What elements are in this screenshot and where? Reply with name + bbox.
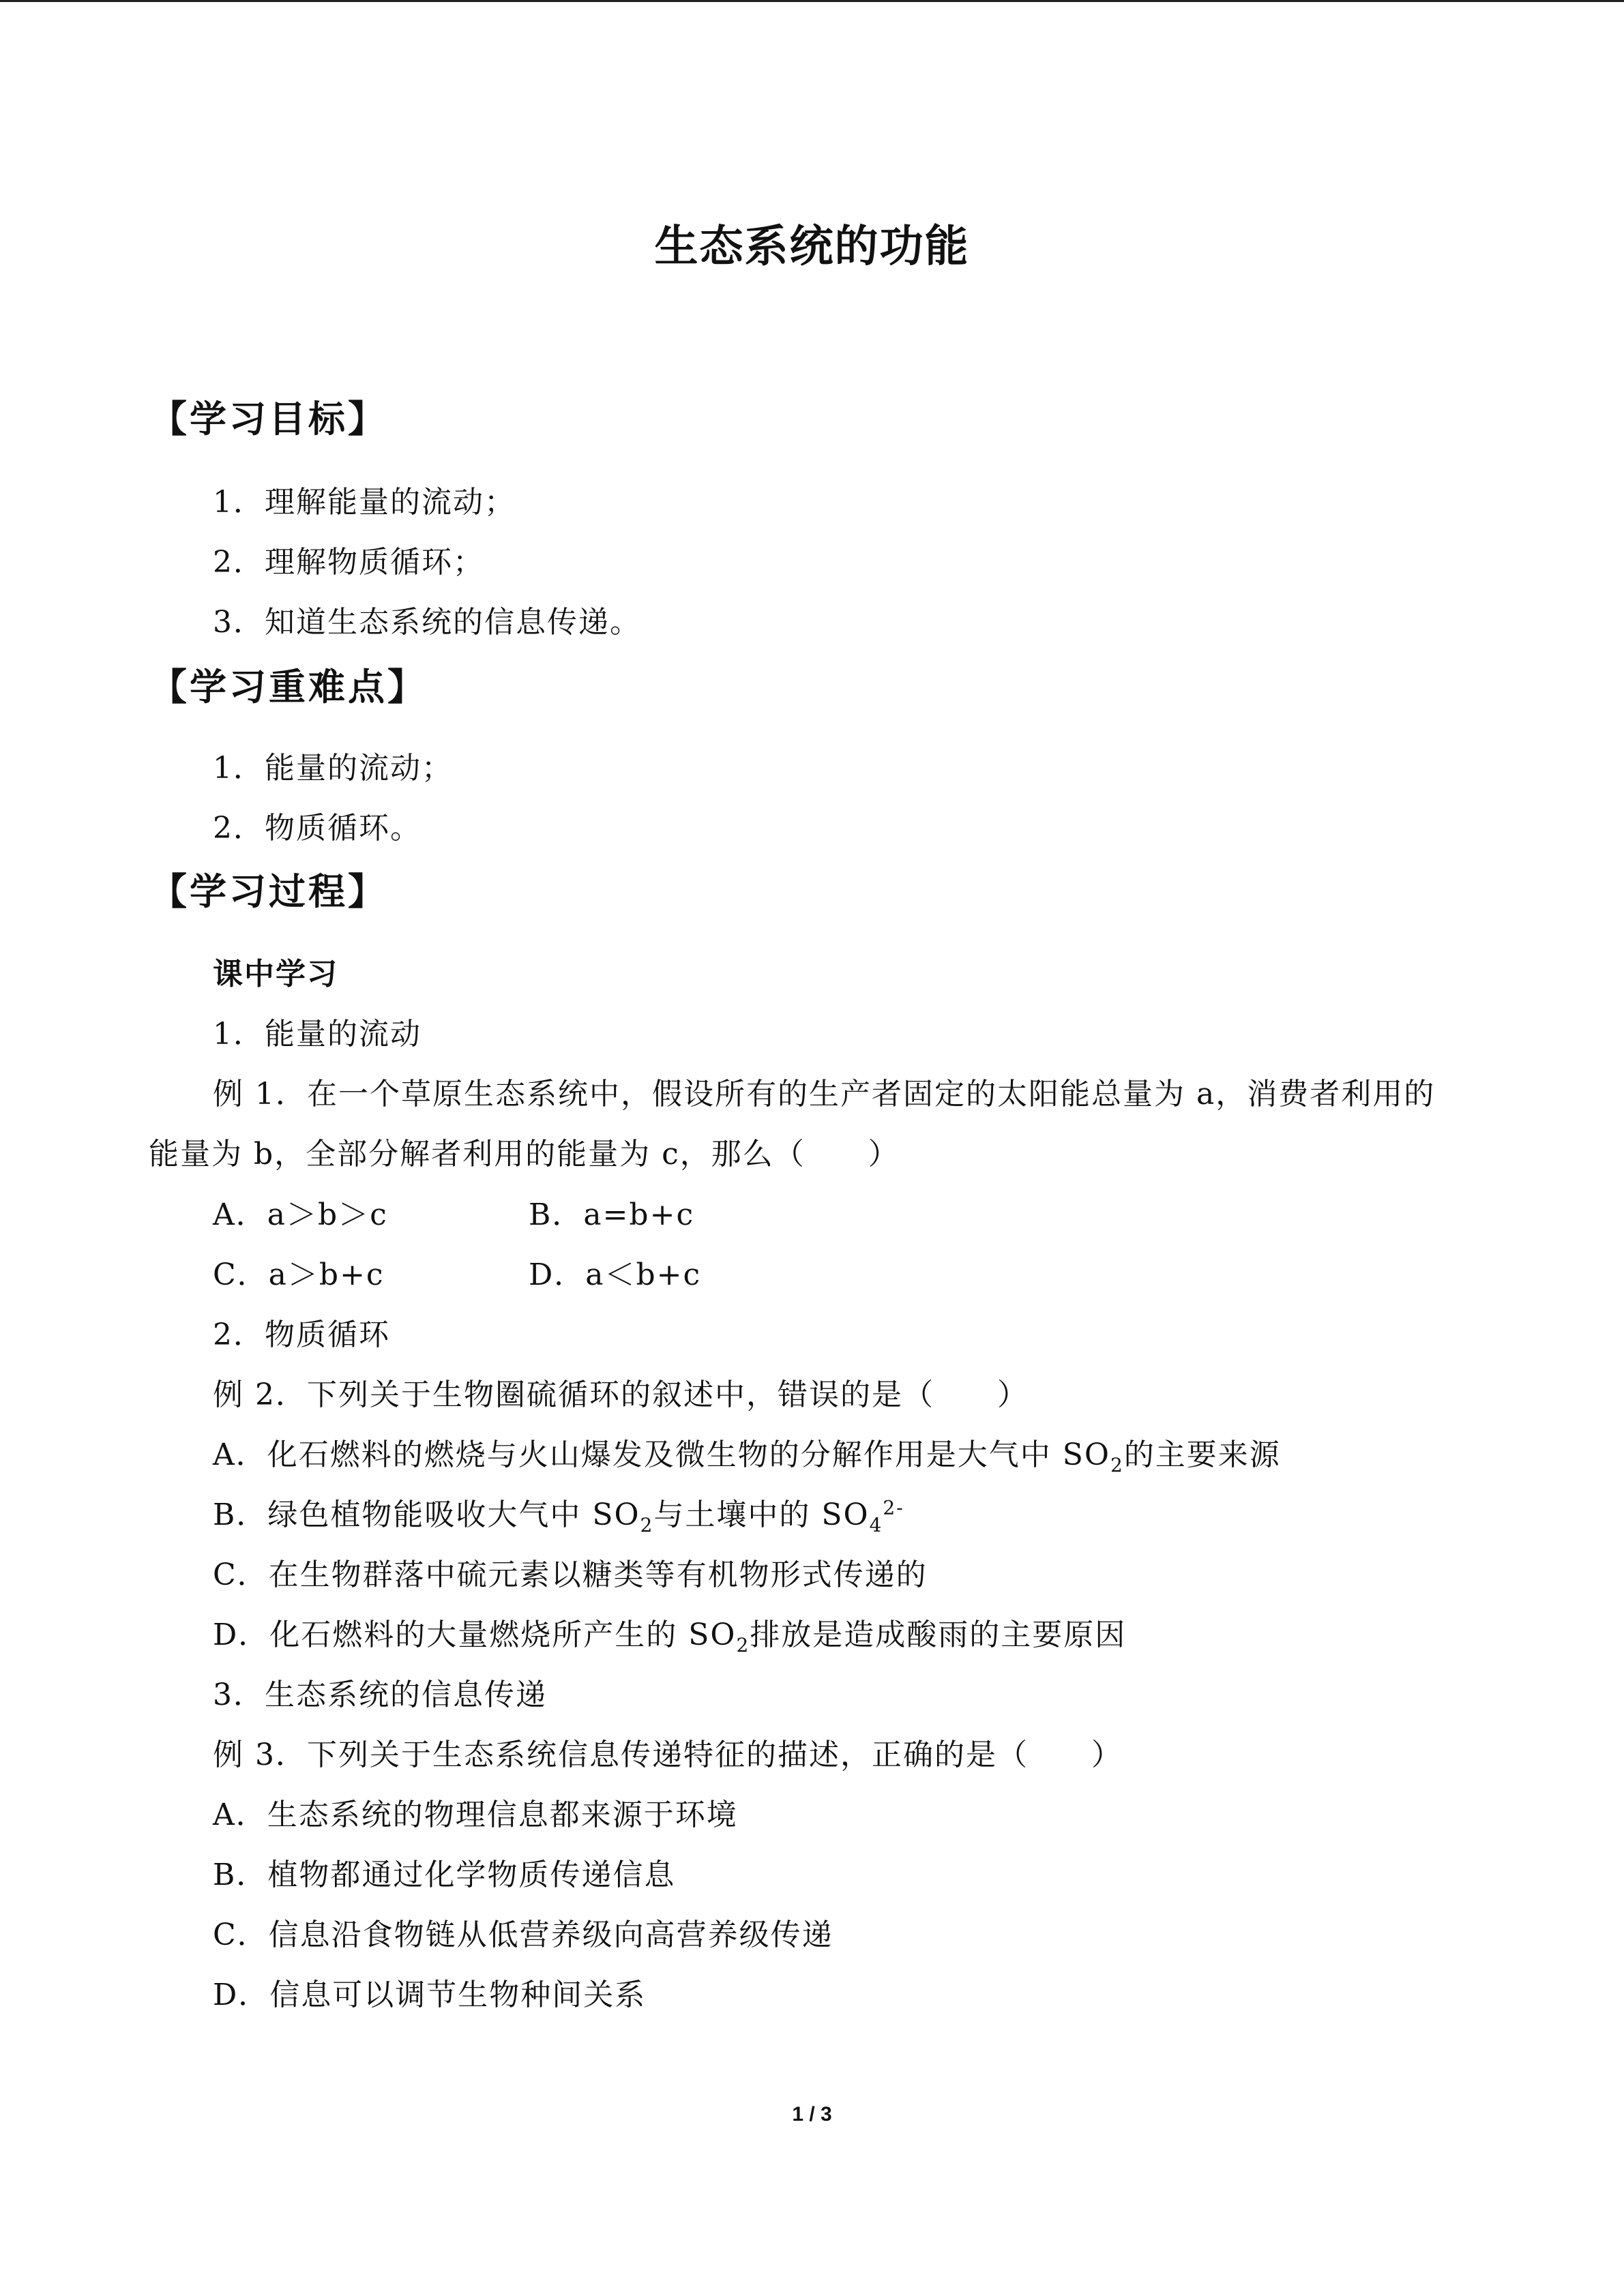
option-b-text: B．绿色植物能吸收大气中 SO — [213, 1497, 640, 1532]
example-3-option-d: D．信息可以调节生物种间关系 — [213, 1978, 647, 2012]
example-2-option-c: C．在生物群落中硫元素以糖类等有机物形式传递的 — [213, 1557, 928, 1592]
example-1-option-c: C．a＞b+c — [213, 1257, 385, 1292]
example-1-option-b: B．a=b+c — [529, 1197, 695, 1232]
example-2-option-b — [213, 1490, 904, 1536]
key-point-item: 2．物质循环。 — [213, 811, 422, 846]
superscript: 2- — [883, 1496, 904, 1519]
subscript: 2 — [640, 1513, 654, 1536]
subscript: 2 — [1110, 1453, 1124, 1476]
page-number: 1 / 3 — [792, 2103, 832, 2126]
page-title: 生态系统的功能 — [654, 222, 970, 272]
example-3-option-c: C．信息沿食物链从低营养级向高营养级传递 — [213, 1918, 833, 1952]
section-heading-key-points: 【学习重难点】 — [150, 666, 427, 709]
example-2-option-a — [213, 1430, 1281, 1476]
subscript: 4 — [869, 1513, 883, 1536]
topic-energy-flow: 1．能量的流动 — [213, 1017, 422, 1052]
option-d-text-end: 排放是造成酸雨的主要原因 — [750, 1617, 1127, 1652]
option-d-text: D．化石燃料的大量燃烧所产生的 SO — [213, 1617, 737, 1652]
example-1-option-a: A．a＞b＞c — [213, 1197, 388, 1232]
subscript: 2 — [736, 1633, 750, 1656]
example-2-option-d — [213, 1610, 1126, 1656]
option-b-text-mid: 与土壤中的 SO — [653, 1497, 870, 1532]
example-1-option-d: D．a＜b+c — [529, 1257, 702, 1292]
topic-information-transfer: 3．生态系统的信息传递 — [213, 1678, 547, 1712]
option-a-text: A．化石燃料的燃烧与火山爆发及微生物的分解作用是大气中 SO — [213, 1437, 1110, 1472]
key-point-item: 1．能量的流动； — [213, 751, 453, 786]
example-3-stem: 例 3．下列关于生态系统信息传递特征的描述，正确的是（ ） — [213, 1738, 1123, 1772]
example-3-option-a: A．生态系统的物理信息都来源于环境 — [213, 1798, 738, 1832]
topic-matter-cycle: 2．物质循环 — [213, 1317, 390, 1352]
option-a-text-end: 的主要来源 — [1123, 1437, 1281, 1472]
example-3-option-b: B．植物都通过化学物质传递信息 — [213, 1858, 676, 1892]
objective-item: 2．理解物质循环； — [213, 545, 484, 580]
section-heading-objectives: 【学习目标】 — [150, 398, 387, 441]
example-1-stem-line-1: 例 1．在一个草原生态系统中，假设所有的生产者固定的太阳能总量为 a，消费者利用的 — [213, 1077, 1436, 1112]
example-2-stem: 例 2．下列关于生物圈硫循环的叙述中，错误的是（ ） — [213, 1377, 1029, 1412]
example-1-stem-line-2: 能量为 b，全部分解者利用的能量为 c，那么（ ） — [149, 1137, 900, 1172]
page-top-border — [0, 0, 1624, 6]
objective-item: 1．理解能量的流动； — [213, 485, 516, 520]
objective-item: 3．知道生态系统的信息传递。 — [213, 605, 641, 640]
subheading-in-class: 课中学习 — [213, 957, 338, 992]
section-heading-process: 【学习过程】 — [150, 870, 387, 913]
